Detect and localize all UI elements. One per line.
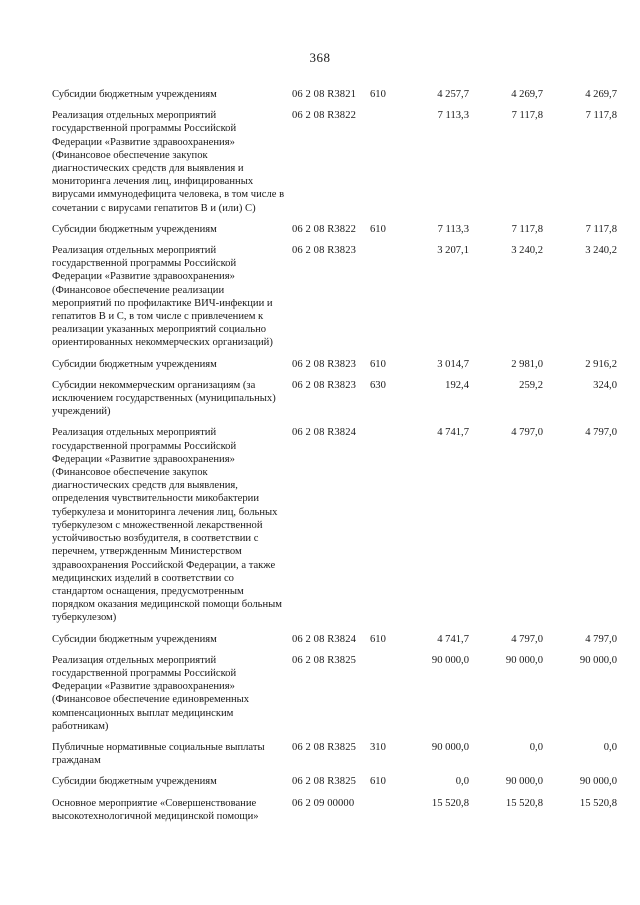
amount-year-2: 7 117,8 [511, 223, 543, 235]
table-row [52, 775, 618, 788]
target-code: 06 2 08 R3823 [292, 358, 356, 370]
table-row [52, 633, 618, 646]
target-code: 06 2 08 R3821 [292, 89, 356, 100]
table-row [52, 379, 618, 419]
expense-type: 610 [370, 358, 386, 370]
page-number: 368 [309, 50, 331, 65]
item-name: Субсидии некоммерческим организациям (за исключением государственных (муниципальных) учреждений) [52, 379, 276, 418]
amount-year-2: 0,0 [529, 741, 543, 753]
item-name: Реализация отдельных мероприятий государственной программы Российской Федерации «Развитие здравоохранения» (Финансовое обеспечение закупок диагностических средств для выявления и мониторинга лечения лиц, инфицированных вирусами иммунодефицита человека, в том числе в сочетании с вирусами гепатитов В и (или) С) [52, 110, 285, 214]
item-name: Субсидии бюджетным учреждениям [52, 358, 217, 370]
amount-year-1: 0,0 [455, 776, 469, 788]
amount-year-3: 7 117,8 [585, 110, 617, 122]
amount-year-3: 4 797,0 [585, 633, 617, 645]
target-code: 06 2 08 R3823 [292, 379, 356, 391]
item-name: Субсидии бюджетным учреждениям [52, 776, 217, 788]
amount-year-3: 4 269,7 [585, 89, 617, 100]
target-code: 06 2 08 R3822 [292, 223, 356, 235]
amount-year-1: 90 000,0 [431, 741, 469, 753]
target-code: 06 2 08 R3822 [292, 110, 356, 122]
amount-year-1: 4 741,7 [437, 427, 469, 439]
amount-year-2: 90 000,0 [505, 776, 543, 788]
expense-type: 610 [370, 89, 386, 100]
expense-type: 310 [370, 741, 386, 753]
item-name: Субсидии бюджетным учреждениям [52, 633, 217, 645]
amount-year-1: 4 257,7 [437, 89, 469, 100]
item-name: Субсидии бюджетным учреждениям [52, 89, 217, 100]
item-name: Публичные нормативные социальные выплаты гражданам [52, 741, 265, 767]
amount-year-2: 259,2 [519, 379, 543, 391]
target-code: 06 2 08 R3823 [292, 245, 356, 257]
amount-year-3: 0,0 [603, 741, 617, 753]
table-row [52, 223, 618, 236]
amount-year-3: 15 520,8 [579, 797, 617, 809]
table-row [52, 109, 618, 215]
item-name: Субсидии бюджетным учреждениям [52, 223, 217, 235]
target-code: 06 2 08 R3824 [292, 633, 356, 645]
table-row [52, 426, 618, 624]
amount-year-1: 4 741,7 [437, 633, 469, 645]
table-row [52, 654, 618, 733]
amount-year-1: 3 207,1 [437, 245, 469, 257]
target-code: 06 2 08 R3825 [292, 741, 356, 753]
table-row [52, 88, 618, 101]
amount-year-3: 324,0 [593, 379, 617, 391]
amount-year-2: 4 797,0 [511, 427, 543, 439]
expense-type: 610 [370, 776, 386, 788]
amount-year-1: 7 113,3 [437, 110, 469, 122]
item-name: Основное мероприятие «Совершенствование высокотехнологичной медицинской помощи» [52, 797, 259, 822]
amount-year-1: 3 014,7 [437, 358, 469, 370]
amount-year-2: 15 520,8 [505, 797, 543, 809]
item-name: Реализация отдельных мероприятий государственной программы Российской Федерации «Развитие здравоохранения» (Финансовое обеспечение единовременных компенсационных выплат медицинским работникам) [52, 654, 250, 732]
amount-year-3: 7 117,8 [585, 223, 617, 235]
amount-year-3: 90 000,0 [579, 654, 617, 666]
table-row [52, 358, 618, 371]
amount-year-1: 90 000,0 [431, 654, 469, 666]
table-row [52, 244, 618, 350]
target-code: 06 2 08 R3825 [292, 654, 356, 666]
table-row [52, 741, 618, 767]
amount-year-3: 90 000,0 [579, 776, 617, 788]
target-code: 06 2 08 R3824 [292, 427, 356, 439]
amount-year-2: 4 269,7 [511, 89, 543, 100]
amount-year-3: 3 240,2 [585, 245, 617, 257]
amount-year-2: 90 000,0 [505, 654, 543, 666]
item-name: Реализация отдельных мероприятий государственной программы Российской Федерации «Развитие здравоохранения» (Финансовое обеспечение закупок диагностических средств для выявления, определения чувствительности микобактерии туберкулеза и мониторинга лечения лиц, больных туберкулезом с множественной лекарственной устойчивостью возбудителя, в соответствии с перечнем, утвержденным Министерством здравоохранения Российской Федерации, а также медицинских изделий в соответствии со стандартом оснащения, предусмотренным порядком оказания медицинской помощи больным туберкулезом) [52, 427, 282, 624]
amount-year-2: 2 981,0 [511, 358, 543, 370]
amount-year-2: 7 117,8 [511, 110, 543, 122]
amount-year-1: 192,4 [445, 379, 469, 391]
target-code: 06 2 09 00000 [292, 797, 355, 809]
amount-year-2: 3 240,2 [511, 245, 543, 257]
amount-year-1: 15 520,8 [431, 797, 469, 809]
expense-type: 610 [370, 633, 386, 645]
budget-table [52, 88, 618, 831]
table-row [52, 797, 618, 823]
amount-year-2: 4 797,0 [511, 633, 543, 645]
expense-type: 610 [370, 223, 386, 235]
amount-year-3: 2 916,2 [585, 358, 617, 370]
item-name: Реализация отдельных мероприятий государственной программы Российской Федерации «Развитие здравоохранения» (Финансовое обеспечение реализации мероприятий по профилактике ВИЧ-инфекции и гепатитов В и С, в том числе с привлечением к реализации указанных мероприятий социально ориентированных некоммерческих организаций) [52, 245, 273, 349]
amount-year-3: 4 797,0 [585, 427, 617, 439]
expense-type: 630 [370, 379, 386, 391]
amount-year-1: 7 113,3 [437, 223, 469, 235]
target-code: 06 2 08 R3825 [292, 776, 356, 788]
